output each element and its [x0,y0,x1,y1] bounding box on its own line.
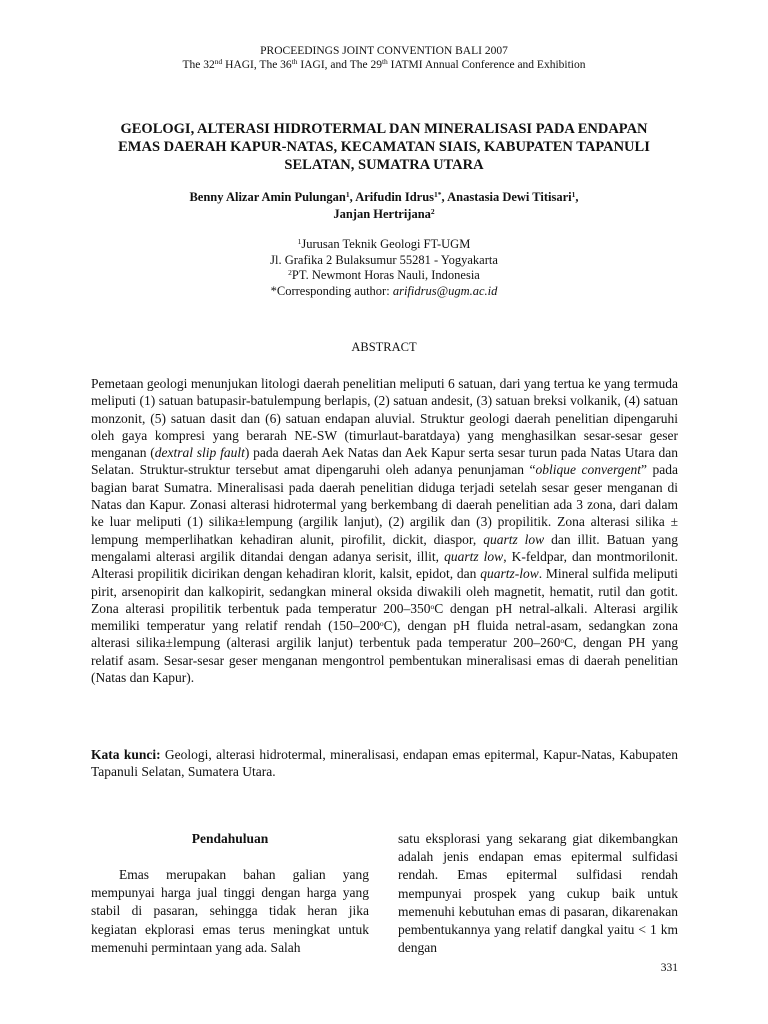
abstract-text-8: C), dengan pH fluida netral-asam, sedangkan zona alterasi silika±lempung (alterasi argilik lanjut) terbentuk pada temperatur 200–260 [91,618,678,651]
affiliation-1-marker: 1 [297,237,302,246]
affiliations [80,237,688,299]
ordinal-sup-c: th [381,57,388,66]
abstract-heading: ABSTRACT [351,340,417,354]
keywords-text: Geologi, alterasi hidrotermal, mineralisasi, endapan emas epitermal, Kapur-Natas, Kabupaten Tapanuli Selatan, Sumatera Utara. [91,747,678,780]
abstract-text-3: ” pada bagian barat Sumatra. Mineralisasi pada daerah penelitian diduga terjadi setelah sesar geser menganan di Natas dan Kapur. Zonasi alterasi hidrotermal yang berkembang di daerah penelitian ada 3 zona, dari dalam ke luar meliputi (1) silika±lempung (argilik lanjut), (2) argilik dan (3) propilitik. Zona alterasi silika ± lempung memperlihatkan kehadiran alunit, pirofilit, dickit, diaspor, [91,462,678,547]
abstract-term-5: quartz-low [480,566,539,582]
affiliation-1 [80,237,688,253]
intro-heading: Pendahuluan [191,831,269,846]
ordinal-sup-a: nd [214,57,223,66]
corresponding-label: *Corresponding author: [270,283,393,298]
abstract-paragraph [91,375,678,686]
abstract-term-3: quartz low [483,531,545,547]
page-number: 331 [660,962,678,974]
abstract-text-1: Pemetaan geologi menunjukan litologi daerah penelitian meliputi 6 satuan, dari yang tertua ke yang termuda meliputi (1) satuan batupasir-batulempung berlapis, (2) satuan andesit, (3) satuan breksi volkanik, (4) satuan monzonit, (5) satuan dasit dan (6) satuan endapan aluvial. Struktur geologi daerah penelitian dipengaruhi oleh gaya kompresi yang berarah NE-SW (timurlaut-baratdaya) yang menghasilkan sesar-sesar geser menganan ( [91,376,678,461]
degree-sup-1: o [430,601,435,611]
proceedings-line: PROCEEDINGS JOINT CONVENTION BALI 2007 [260,45,508,57]
intro-paragraph-left: Emas merupakan bahan galian yang mempunyai harga jual tinggi dengan harga yang stabil di pasaran, sehingga tidak heran jika kegiatan ekplorasi emas terus meningkat untuk memenuhi permintaan yang ada. Salah [91,867,369,955]
author-1-affil: 1 [345,190,350,199]
degree-sup-2: o [379,619,384,629]
keywords [91,746,678,781]
abstract-text-7: C dengan pH netral-alkali. Alterasi argilik memiliki temperatur yang relatif rendah (150–200 [91,600,678,634]
running-header [0,44,768,72]
author-4-affil: 2 [430,207,435,216]
abstract-text-2: ) pada daerah Aek Natas dan Aek Kapur serta sesar turun pada Natas Utara dan Selatan. Struktur-struktur tersebut amat dipengaruhi oleh adanya penunjaman “ [91,445,678,478]
abstract-body [91,375,678,686]
affiliation-2 [80,268,688,284]
author-line-1 [80,189,688,206]
title-line-1: GEOLOGI, ALTERASI HIDROTERMAL DAN MINERALISASI PADA ENDAPAN [120,121,648,137]
left-column [91,830,369,957]
ordinal-sup-b: th [291,57,298,66]
author-3-affil: 1 [571,190,576,199]
title-line-2: EMAS DAERAH KAPUR-NATAS, KECAMATAN SIAIS, KABUPATEN TAPANULI [118,139,650,155]
author-3: , Anastasia Dewi Titisari [441,190,572,204]
conference-text-c: IAGI, and The 29 [297,59,382,71]
corresponding-email[interactable]: arifidrus@ugm.ac.id [392,283,498,298]
paper-title [80,120,688,174]
author-separator: , [575,190,579,204]
author-2-affil: 1* [434,190,442,199]
intro-paragraph-right: satu eksplorasi yang sekarang giat dikembangkan adalah jenis endapan emas epitermal sulfidasi rendah. Emas epitermal sulfidasi rendah mempunyai prospek yang cukup baik untuk memenuhi kebutuhan emas di pasaran, dikarenakan pembentukannya yang relatif dangkal yaitu < 1 km dengan [398,831,678,956]
conference-text-b: HAGI, The 36 [222,59,292,71]
abstract-term-2: oblique convergent [535,462,642,478]
author-4: Janjan Hertrijana [333,207,431,221]
abstract-text-5: , K-feldpar, dan montmorilonit. Alterasi propilitik dicirikan dengan kehadiran klorit, kalsit, epidot, dan [91,548,678,582]
affiliation-2-marker: 2 [288,268,292,277]
conference-text-a: The 32 [182,59,215,71]
conference-text-d: IATMI Annual Conference and Exhibition [387,59,586,71]
abstract-text-6: . Mineral sulfida meliputi pirit, arsenopirit dan kalkopirit, sedangkan mineral oksida diwakili oleh magnetit, hematit, rutil dan gotit. Zona alterasi propilitik terbentuk pada temperatur 200–350 [91,566,678,616]
title-line-3: SELATAN, SUMATRA UTARA [284,157,484,173]
keywords-label: Kata kunci: [91,747,161,762]
abstract-term-4: quartz low [444,548,504,564]
degree-sup-3: o [560,636,565,646]
corresponding-author [80,284,688,300]
abstract-term-1: dextral slip fault [154,445,245,461]
abstract-text-9: C, dengan PH yang relatif asam. Sesar-sesar geser menganan mengontrol pembentukan mineralisasi emas di daerah penelitian (Natas dan Kapur). [91,635,678,686]
author-list [80,189,688,223]
affiliation-1-name: Jurusan Teknik Geologi FT-UGM [301,237,471,251]
affiliation-1-address: Jl. Grafika 2 Bulaksumur 55281 - Yogyakarta [270,252,498,267]
author-1: Benny Alizar Amin Pulungan [189,190,346,204]
right-column [398,830,678,957]
author-2: , Arifudin Idrus [349,190,435,204]
affiliation-2-name: PT. Newmont Horas Nauli, Indonesia [291,268,480,282]
conference-line [0,58,768,72]
abstract-text-4: dan illit. Batuan yang mengalami alterasi argilik ditandai dengan adanya serisit, illit, [91,531,678,564]
author-line-2 [80,206,688,223]
